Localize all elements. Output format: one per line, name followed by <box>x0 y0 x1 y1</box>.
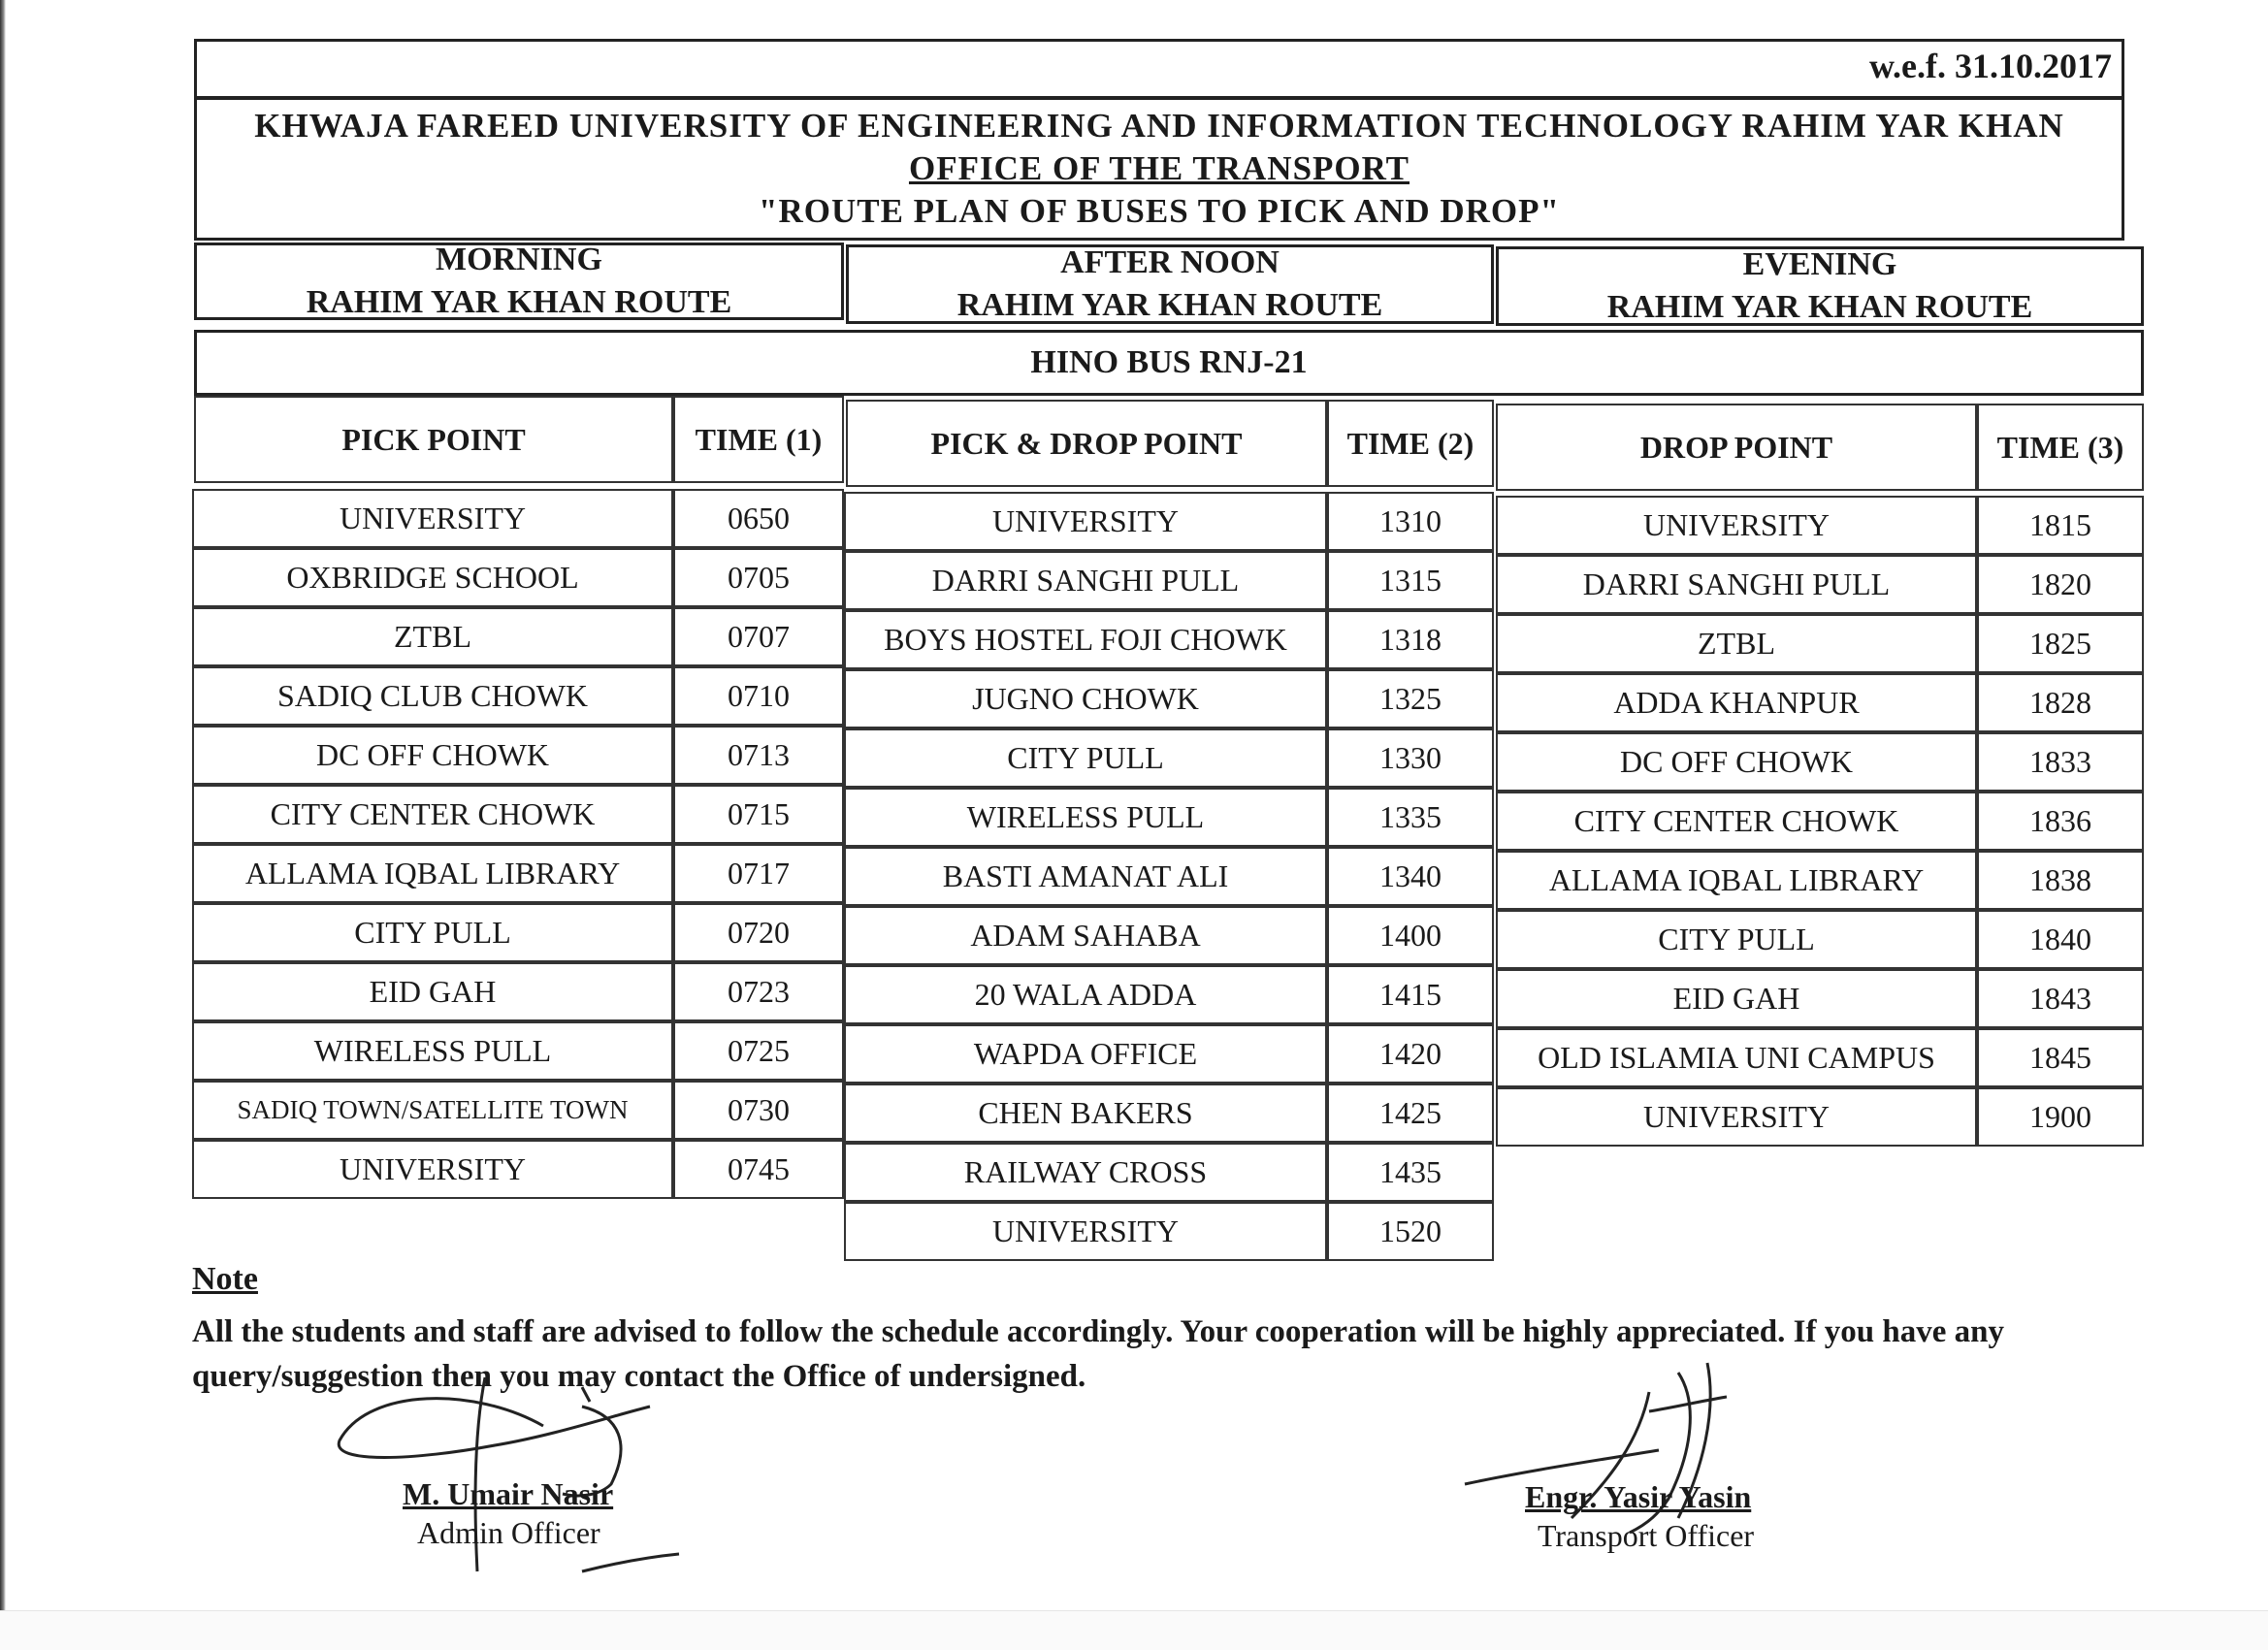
morning-stop-time: 0745 <box>673 1140 844 1199</box>
morning-stop-point: UNIVERSITY <box>192 489 673 548</box>
evening-stop-point: UNIVERSITY <box>1496 496 1977 555</box>
period-evening <box>1496 246 2144 326</box>
signatory-transport-role: Transport Officer <box>1538 1518 1755 1553</box>
signatory-transport-name: Engr. Yasir Yasin <box>1525 1479 1752 1514</box>
page-bottom-edge <box>0 1610 2268 1650</box>
afternoon-stop-time: 1335 <box>1327 788 1494 847</box>
morning-stop-point: DC OFF CHOWK <box>192 726 673 785</box>
effective-date: w.e.f. 31.10.2017 <box>1869 47 2112 85</box>
header-drop-point: DROP POINT <box>1496 404 1977 491</box>
evening-stop-time: 1825 <box>1977 614 2144 673</box>
note-title: Note <box>192 1261 258 1297</box>
evening-stop-time: 1838 <box>1977 851 2144 910</box>
morning-stop-time: 0710 <box>673 666 844 726</box>
afternoon-stop-point: UNIVERSITY <box>844 1202 1327 1261</box>
morning-stop-point: ALLAMA IQBAL LIBRARY <box>192 844 673 903</box>
evening-stop-point: ADDA KHANPUR <box>1496 673 1977 732</box>
morning-stop-time: 0713 <box>673 726 844 785</box>
afternoon-stop-point: WAPDA OFFICE <box>844 1024 1327 1084</box>
afternoon-stop-point: RAILWAY CROSS <box>844 1143 1327 1202</box>
afternoon-stop-point: 20 WALA ADDA <box>844 965 1327 1024</box>
signatory-admin-role: Admin Officer <box>417 1515 600 1550</box>
evening-stop-time: 1815 <box>1977 496 2144 555</box>
morning-stop-point: WIRELESS PULL <box>192 1021 673 1081</box>
afternoon-stop-time: 1520 <box>1327 1202 1494 1261</box>
morning-stop-point: SADIQ CLUB CHOWK <box>192 666 673 726</box>
evening-stop-point: UNIVERSITY <box>1496 1087 1977 1147</box>
header-pick-point: PICK POINT <box>194 396 673 483</box>
signatory-admin-name: M. Umair Nasir <box>403 1476 614 1511</box>
morning-stop-time: 0725 <box>673 1021 844 1081</box>
morning-stop-time: 0715 <box>673 785 844 844</box>
evening-stop-point: DC OFF CHOWK <box>1496 732 1977 792</box>
afternoon-stop-point: BOYS HOSTEL FOJI CHOWK <box>844 610 1327 669</box>
period-name: AFTER NOON <box>1060 244 1280 280</box>
evening-stop-point: CITY CENTER CHOWK <box>1496 792 1977 851</box>
wef-box <box>194 39 2124 99</box>
period-afternoon <box>846 244 1494 324</box>
header-time-1: TIME (1) <box>673 396 844 483</box>
morning-stop-time: 0720 <box>673 903 844 962</box>
morning-stop-point: CITY CENTER CHOWK <box>192 785 673 844</box>
office-title: OFFICE OF THE TRANSPORT <box>908 149 1410 187</box>
header-pick-drop-point: PICK & DROP POINT <box>846 400 1327 487</box>
afternoon-stop-point: BASTI AMANAT ALI <box>844 847 1327 906</box>
afternoon-stop-time: 1325 <box>1327 669 1494 728</box>
afternoon-stop-point: DARRI SANGHI PULL <box>844 551 1327 610</box>
period-morning <box>194 243 844 320</box>
afternoon-stop-time: 1435 <box>1327 1143 1494 1202</box>
evening-stop-time: 1836 <box>1977 792 2144 851</box>
evening-stop-time: 1820 <box>1977 555 2144 614</box>
morning-stop-point: ZTBL <box>192 607 673 666</box>
morning-stop-point: EID GAH <box>192 962 673 1021</box>
afternoon-stop-point: CHEN BAKERS <box>844 1084 1327 1143</box>
morning-stop-point: SADIQ TOWN/SATELLITE TOWN <box>192 1081 673 1140</box>
afternoon-stop-point: ADAM SAHABA <box>844 906 1327 965</box>
morning-stop-time: 0717 <box>673 844 844 903</box>
bus-box <box>194 330 2144 396</box>
plan-title: "ROUTE PLAN OF BUSES TO PICK AND DROP" <box>759 192 1560 230</box>
morning-stop-time: 0723 <box>673 962 844 1021</box>
afternoon-stop-time: 1340 <box>1327 847 1494 906</box>
morning-stop-point: UNIVERSITY <box>192 1140 673 1199</box>
evening-stop-point: EID GAH <box>1496 969 1977 1028</box>
evening-stop-time: 1843 <box>1977 969 2144 1028</box>
afternoon-stop-time: 1425 <box>1327 1084 1494 1143</box>
afternoon-stop-point: JUGNO CHOWK <box>844 669 1327 728</box>
morning-stop-time: 0705 <box>673 548 844 607</box>
morning-stop-time: 0650 <box>673 489 844 548</box>
university-name: KHWAJA FAREED UNIVERSITY OF ENGINEERING AND INFORMATION TECHNOLOGY RAHIM YAR KHAN <box>254 107 2064 145</box>
afternoon-stop-point: UNIVERSITY <box>844 492 1327 551</box>
header-time-3: TIME (3) <box>1977 404 2144 491</box>
afternoon-stop-time: 1415 <box>1327 965 1494 1024</box>
period-route: RAHIM YAR KHAN ROUTE <box>956 287 1383 323</box>
evening-stop-time: 1900 <box>1977 1087 2144 1147</box>
morning-stop-point: OXBRIDGE SCHOOL <box>192 548 673 607</box>
period-name: MORNING <box>436 242 602 277</box>
afternoon-stop-time: 1318 <box>1327 610 1494 669</box>
afternoon-stop-point: CITY PULL <box>844 728 1327 788</box>
evening-stop-point: ZTBL <box>1496 614 1977 673</box>
morning-stop-time: 0707 <box>673 607 844 666</box>
evening-stop-point: CITY PULL <box>1496 910 1977 969</box>
note-text: All the students and staff are advised to follow the schedule accordingly. Your cooperation will be highly appreciated. If you have any query/suggestion then you may contact the Office of undersigned. <box>192 1314 2004 1394</box>
bus-name: HINO BUS RNJ-21 <box>1030 344 1308 380</box>
evening-stop-time: 1833 <box>1977 732 2144 792</box>
title-box <box>194 97 2124 241</box>
afternoon-stop-time: 1310 <box>1327 492 1494 551</box>
period-name: EVENING <box>1742 246 1897 282</box>
evening-stop-time: 1828 <box>1977 673 2144 732</box>
afternoon-stop-point: WIRELESS PULL <box>844 788 1327 847</box>
afternoon-stop-time: 1315 <box>1327 551 1494 610</box>
evening-stop-time: 1845 <box>1977 1028 2144 1087</box>
afternoon-stop-time: 1400 <box>1327 906 1494 965</box>
evening-stop-time: 1840 <box>1977 910 2144 969</box>
afternoon-stop-time: 1330 <box>1327 728 1494 788</box>
evening-stop-point: DARRI SANGHI PULL <box>1496 555 1977 614</box>
evening-stop-point: ALLAMA IQBAL LIBRARY <box>1496 851 1977 910</box>
morning-stop-point: CITY PULL <box>192 903 673 962</box>
evening-stop-point: OLD ISLAMIA UNI CAMPUS <box>1496 1028 1977 1087</box>
period-route: RAHIM YAR KHAN ROUTE <box>306 284 732 320</box>
afternoon-stop-time: 1420 <box>1327 1024 1494 1084</box>
page-edge <box>0 0 6 1649</box>
header-time-2: TIME (2) <box>1327 400 1494 487</box>
morning-stop-time: 0730 <box>673 1081 844 1140</box>
period-route: RAHIM YAR KHAN ROUTE <box>1606 289 2033 325</box>
